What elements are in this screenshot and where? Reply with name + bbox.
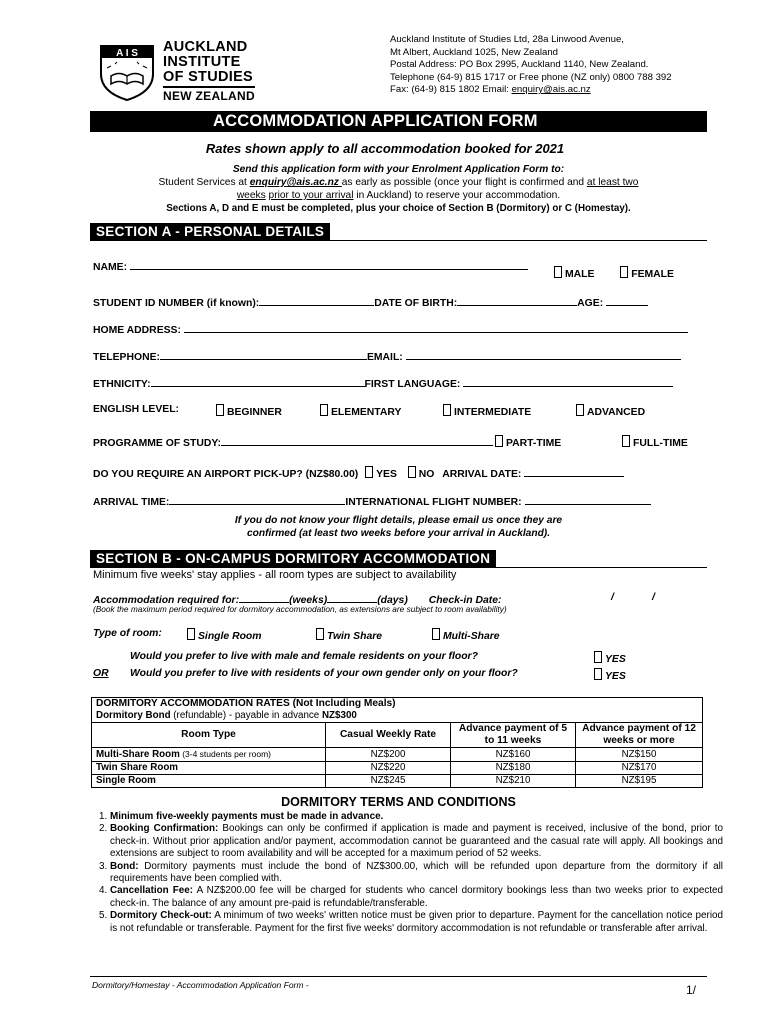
flight-note [90, 514, 707, 540]
home-address-label: HOME ADDRESS: [93, 325, 181, 336]
arrival-date-field[interactable] [524, 466, 624, 477]
arrival-time-label: ARRIVAL TIME: [93, 497, 170, 508]
term-head: Minimum five-weekly payments must be made in advance. [110, 811, 384, 822]
intro-sections-required: Sections A, D and E must be completed, plus your choice of Section B (Dormitory) or C (Homestay). [166, 203, 631, 214]
student-id-label: STUDENT ID NUMBER (if known): [93, 298, 260, 309]
age-field[interactable] [606, 295, 648, 306]
female-label: FEMALE [631, 269, 674, 280]
pickup-no-label: NO [418, 469, 435, 480]
room-type: Multi-Share Room [96, 749, 180, 760]
home-address-row [93, 322, 688, 336]
term-body: A minimum of two weeks' written notice must be given prior to departure. Payment for the cancellation notice period is not refundable or transferable. Payment for the first five weeks' dormitory accommodation is not refundable or transferable after arrival. [110, 910, 724, 934]
casual-rate: NZ$245 [326, 775, 451, 788]
form-title: ACCOMMODATION APPLICATION FORM [213, 112, 538, 130]
intro-block [90, 163, 707, 215]
twin-share-option [316, 628, 382, 642]
list-item [110, 823, 723, 860]
programme-label: PROGRAMME OF STUDY: [93, 438, 221, 449]
section-a-title: SECTION A - PERSONAL DETAILS [90, 223, 330, 240]
multi-share-label: Multi-Share [443, 631, 500, 642]
footer-divider [90, 976, 707, 977]
checkin-label: Check-in Date: [428, 595, 502, 606]
term-head: Booking Confirmation: [110, 823, 219, 835]
beginner-label: BEGINNER [227, 407, 282, 418]
type-of-room-label: Type of room: [93, 628, 162, 639]
beginner-checkbox[interactable] [216, 404, 224, 416]
multi-share-option [432, 628, 500, 642]
terms-title: DORMITORY TERMS AND CONDITIONS [281, 795, 516, 809]
weeks-label: (weeks) [289, 595, 328, 606]
email-label: EMAIL: [366, 352, 403, 363]
arrival-time-field[interactable] [169, 494, 345, 505]
institute-address [390, 34, 720, 97]
checkin-slash-2: / [652, 592, 655, 603]
logo-line2: INSTITUTE [163, 54, 241, 70]
days-field[interactable] [327, 592, 377, 603]
advanced-checkbox[interactable] [576, 404, 584, 416]
intermediate-label: INTERMEDIATE [454, 407, 532, 418]
col-header-adv12: Advance payment of 12 weeks or more [576, 723, 703, 748]
student-id-row [93, 295, 648, 309]
elementary-label: ELEMENTARY [331, 407, 402, 418]
intro-text: Student Services at [158, 177, 250, 188]
logo-line1: AUCKLAND [163, 39, 248, 55]
logo-wordmark [163, 40, 255, 104]
dormitory-rates-table [91, 697, 703, 788]
flight-number-field[interactable] [525, 494, 651, 505]
pickup-yes-label: YES [376, 469, 397, 480]
intro-underlined: at least two [586, 177, 639, 188]
col-header-room-type: Room Type [92, 723, 326, 748]
bond-label: Dormitory Bond [96, 710, 171, 721]
first-language-field[interactable] [463, 376, 673, 387]
intro-underlined: weeks [236, 190, 266, 201]
name-field[interactable] [130, 259, 528, 270]
casual-rate: NZ$220 [326, 762, 451, 775]
term-body: Bookings can only be confirmed if application is made and payment is received, inclusive of the bond, prior to check-in. Without prior application and/or payment, accommodation cannot be guaranteed and the casual rate will apply. All bookings and extensions are subject to room availability and will be accepted for a maximum period of 52 weeks. [110, 823, 724, 860]
programme-field[interactable] [221, 435, 493, 446]
rates-notice: Rates shown apply to all accommodation booked for 2021 [205, 141, 565, 156]
adv12-rate: NZ$170 [576, 762, 703, 775]
ethnicity-label: ETHNICITY: [93, 379, 151, 390]
adv5-rate: NZ$160 [451, 748, 576, 762]
single-room-label: Single Room [198, 631, 262, 642]
booking-note: (Book the maximum period required for dormitory accommodation, as extensions are subject to room availability) [93, 604, 507, 614]
flight-note-line1: If you do not know your flight details, please email us once they are [234, 515, 563, 526]
weeks-field[interactable] [239, 592, 289, 603]
checkin-slash-1: / [611, 592, 614, 603]
pickup-label: DO YOU REQUIRE AN AIRPORT PICK-UP? (NZ$80.00) [93, 469, 359, 480]
casual-rate: NZ$200 [326, 748, 451, 762]
pickup-row [93, 466, 624, 480]
list-item [110, 885, 723, 910]
arrival-date-label: ARRIVAL DATE: [442, 469, 522, 480]
ais-logo-shield [97, 40, 157, 102]
intro-line1: Send this application form with your Enrolment Application Form to: [232, 164, 565, 175]
home-address-field[interactable] [184, 322, 688, 333]
full-time-option [622, 435, 688, 449]
flight-note-line2: confirmed (at least two weeks before your arrival in Auckland). [246, 528, 551, 539]
first-language-label: FIRST LANGUAGE: [364, 379, 461, 390]
table-row [92, 762, 703, 775]
room-type: Single Room [96, 775, 156, 786]
flight-number-label: INTERNATIONAL FLIGHT NUMBER: [345, 497, 522, 508]
page-number: 1/ [686, 983, 697, 997]
male-checkbox[interactable] [554, 266, 562, 278]
form-title-bar [90, 111, 707, 132]
adv5-rate: NZ$210 [451, 775, 576, 788]
telephone-field[interactable] [160, 349, 367, 360]
same-gender-yes-label: YES [605, 671, 626, 682]
dob-field[interactable] [457, 295, 577, 306]
logo-badge-text: A I S [116, 48, 138, 59]
mixed-floor-yes-checkbox[interactable] [594, 651, 602, 663]
adv12-rate: NZ$195 [576, 775, 703, 788]
full-time-checkbox[interactable] [622, 435, 630, 447]
term-body: Dormitory payments must include the bond of NZ$300.00, which will be refunded upon departure from the dormitory if all requirements have been complied with. [110, 860, 723, 885]
table-row [92, 748, 703, 762]
single-room-option [187, 628, 262, 642]
address-line3: Postal Address: PO Box 2995, Auckland 1140, New Zealand. [390, 59, 649, 71]
name-row [93, 259, 528, 273]
english-intermediate-option [443, 404, 531, 418]
bond-text: (refundable) - payable in advance [170, 710, 322, 721]
arrival-time-row [93, 494, 651, 508]
twin-share-label: Twin Share [327, 631, 383, 642]
dob-label: DATE OF BIRTH: [374, 298, 458, 309]
term-body: A NZ$200.00 fee will be charged for students who cancel dormitory bookings less than two weeks prior to expected check-in. The balance of any amount pre-paid is refundable/transferable. [110, 885, 723, 909]
intermediate-checkbox[interactable] [443, 404, 451, 416]
section-b-title: SECTION B - ON-CAMPUS DORMITORY ACCOMMODATION [90, 550, 496, 567]
term-head: Dormitory Check-out: [110, 910, 212, 922]
logo-line3: OF STUDIES [163, 69, 254, 85]
pickup-no-checkbox[interactable] [408, 466, 416, 478]
single-room-checkbox[interactable] [187, 628, 195, 640]
advanced-label: ADVANCED [587, 407, 646, 418]
address-line2: Mt Albert, Auckland 1025, New Zealand [390, 46, 558, 58]
intro-text: in Auckland) to reserve your accommodation. [353, 190, 561, 201]
col-header-adv5: Advance payment of 5 to 11 weeks [451, 723, 576, 748]
ethnicity-row [93, 376, 673, 390]
address-email-link[interactable]: enquiry@ais.ac.nz [511, 84, 591, 96]
room-type: Twin Share Room [96, 762, 179, 773]
male-label: MALE [565, 269, 595, 280]
rates-table-title: DORMITORY ACCOMMODATION RATES (Not Including Meals) [92, 698, 703, 711]
telephone-label: TELEPHONE: [93, 352, 160, 363]
list-item [110, 861, 723, 886]
english-advanced-option [576, 404, 645, 418]
intro-text: as early as possible (once your flight is confirmed and [341, 177, 587, 188]
same-gender-yes-checkbox[interactable] [594, 668, 602, 680]
same-gender-question: Would you prefer to live with residents of your own gender only on your floor? [130, 668, 518, 679]
terms-list [92, 811, 723, 935]
mixed-floor-yes-option [594, 651, 626, 665]
term-head: Bond: [110, 860, 139, 872]
same-gender-yes-option [594, 668, 626, 682]
age-label: AGE: [577, 298, 604, 309]
bond-row [92, 710, 703, 723]
col-header-casual: Casual Weekly Rate [326, 723, 451, 748]
room-note: (3-4 students per room) [179, 749, 272, 759]
part-time-label: PART-TIME [505, 438, 562, 449]
or-label: OR [93, 668, 109, 679]
name-label: NAME: [93, 262, 128, 273]
gender-row [554, 266, 674, 280]
ethnicity-field[interactable] [151, 376, 365, 387]
adv12-rate: NZ$150 [576, 748, 703, 762]
email-field[interactable] [406, 349, 681, 360]
logo-line4: NEW ZEALAND [163, 86, 255, 104]
intro-underlined: prior to your arrival [268, 190, 354, 201]
student-id-field[interactable] [259, 295, 374, 306]
mixed-floor-yes-label: YES [605, 654, 626, 665]
twin-share-checkbox[interactable] [316, 628, 324, 640]
term-head: Cancellation Fee: [110, 885, 194, 897]
multi-share-checkbox[interactable] [432, 628, 440, 640]
section-b-subtitle: Minimum five weeks' stay applies - all room types are subject to availability [93, 569, 457, 581]
address-line1: Auckland Institute of Studies Ltd, 28a Linwood Avenue, [390, 34, 624, 45]
accom-required-label: Accommodation required for: [93, 595, 240, 606]
contact-row [93, 349, 681, 363]
footer-text: Dormitory/Homestay - Accommodation Application Form - [92, 980, 309, 990]
mixed-floor-question: Would you prefer to live with male and female residents on your floor? [130, 651, 478, 662]
bond-value: NZ$300 [321, 710, 357, 721]
programme-row [93, 435, 561, 449]
list-item [110, 910, 723, 935]
days-label: (days) [377, 595, 408, 606]
intro-email-link[interactable]: enquiry@ais.ac.nz [249, 177, 342, 188]
section-a-header [90, 223, 707, 241]
address-fax: Fax: (64-9) 815 1802 Email: [390, 84, 512, 96]
section-b-header [90, 550, 707, 568]
list-item [110, 811, 723, 823]
elementary-checkbox[interactable] [320, 404, 328, 416]
pickup-yes-checkbox[interactable] [365, 466, 373, 478]
female-checkbox[interactable] [620, 266, 628, 278]
part-time-checkbox[interactable] [495, 435, 503, 447]
adv5-rate: NZ$180 [451, 762, 576, 775]
english-beginner-option [216, 404, 282, 418]
full-time-label: FULL-TIME [633, 438, 688, 449]
address-line4: Telephone (64-9) 815 1717 or Free phone (NZ only) 0800 788 392 [390, 71, 672, 83]
table-row [92, 775, 703, 788]
english-elementary-option [320, 404, 401, 418]
english-level-label: ENGLISH LEVEL: [93, 404, 180, 415]
